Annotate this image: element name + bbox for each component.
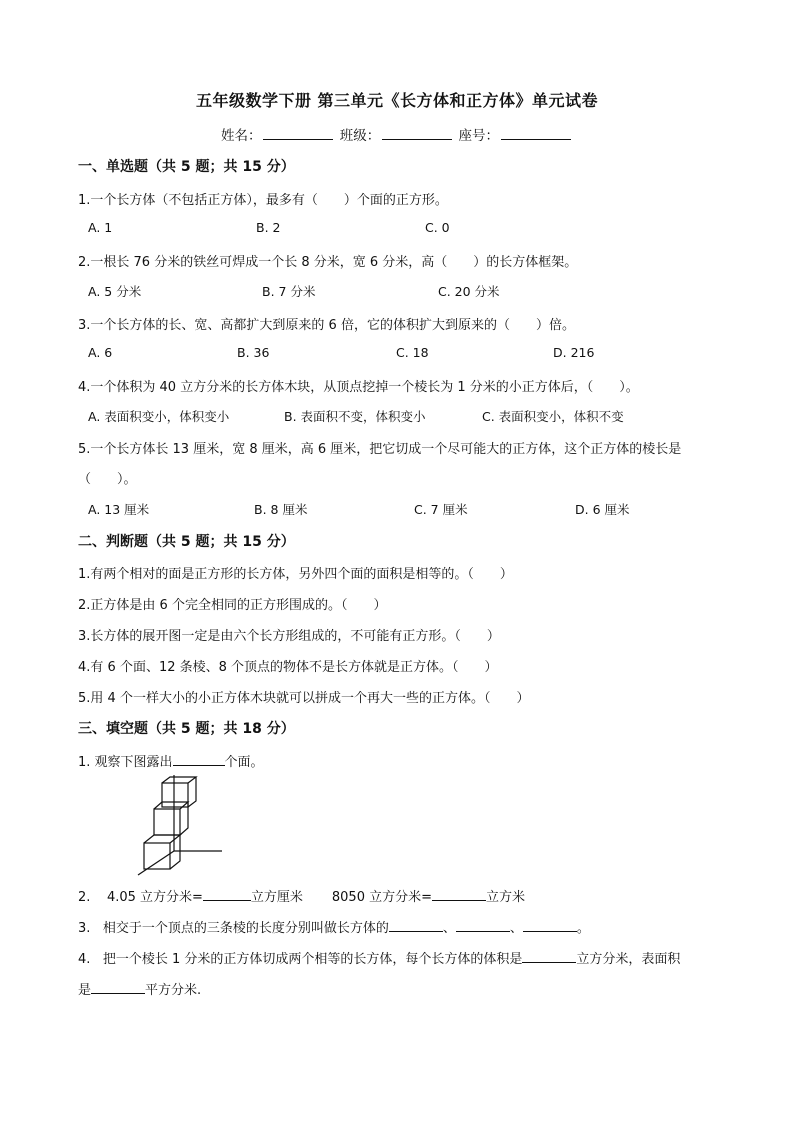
seat-blank[interactable]: [501, 127, 571, 140]
mc-q1-option-b[interactable]: B. 2: [256, 220, 281, 235]
tf-question-2: 2.正方体是由 6 个完全相同的正方形围成的。（ ）: [78, 598, 387, 613]
mc-question-5: 5.一个长方体长 13 厘米，宽 8 厘米，高 6 厘米，把它切成一个尽可能大的正方体，这个正方体的棱长是: [78, 442, 682, 457]
fill-q2-number: 2.: [78, 890, 91, 905]
fill-q4-blank-2[interactable]: [91, 981, 145, 994]
mc-question-4: 4.一个体积为 40 立方分米的长方体木块，从顶点挖掉一个棱长为 1 分米的小正方体后，（ ）。: [78, 380, 639, 395]
mc-question-5-cont: （ ）。: [78, 472, 137, 487]
fill-q1-text: 1. 观察下图露出: [78, 755, 173, 770]
fill-q1-blank[interactable]: [173, 753, 225, 766]
class-blank[interactable]: [382, 127, 452, 140]
cube-stack-figure: [126, 773, 226, 877]
fill-q3-blank-3[interactable]: [523, 919, 577, 932]
mc-q1-option-c[interactable]: C. 0: [425, 220, 450, 235]
fill-q3-sep2: 、: [509, 921, 523, 936]
fill-question-3: [78, 917, 590, 936]
mc-q5-option-b[interactable]: B. 8 厘米: [254, 502, 308, 517]
fill-q3-text: 相交于一个顶点的三条棱的长度分别叫做长方体的: [102, 921, 389, 936]
mc-q2-option-a[interactable]: A. 5 分米: [88, 284, 142, 299]
fill-question-1: [78, 751, 264, 770]
section1-heading: 一、单选题（共 5 题；共 15 分）: [78, 159, 295, 175]
mc-q5-option-a[interactable]: A. 13 厘米: [88, 502, 150, 517]
tf-question-5: 5.用 4 个一样大小的小正方体木块就可以拼成一个再大一些的正方体。（ ）: [78, 691, 530, 706]
fill-q4-line2-text: 是: [78, 983, 92, 998]
mc-q5-option-d[interactable]: D. 6 厘米: [575, 502, 630, 517]
fill-q2-b-blank[interactable]: [432, 888, 486, 901]
section2-heading: 二、判断题（共 5 题；共 15 分）: [78, 534, 295, 550]
fill-q4-mid: 立方分米，表面积: [576, 952, 681, 967]
fill-q2-b-text: 8050 立方分米=: [331, 890, 432, 905]
mc-q3-option-b[interactable]: B. 36: [237, 345, 270, 360]
mc-question-1: 1.一个长方体（不包括正方体），最多有（ ）个面的正方形。: [78, 193, 448, 208]
fill-question-4: [78, 948, 680, 967]
class-label: 班级：: [339, 128, 381, 144]
fill-q4-text: 把一个棱长 1 分米的正方体切成两个相等的长方体，每个长方体的体积是: [102, 952, 523, 967]
fill-q3-sep1: 、: [442, 921, 456, 936]
mc-q5-option-c[interactable]: C. 7 厘米: [414, 502, 468, 517]
page-title: 五年级数学下册 第三单元《长方体和正方体》单元试卷: [195, 91, 599, 110]
mc-q3-option-a[interactable]: A. 6: [88, 345, 113, 360]
section3-heading: 三、填空题（共 5 题；共 18 分）: [78, 721, 295, 737]
seat-label: 座号：: [458, 128, 500, 144]
fill-q4-line2-suffix: 平方分米.: [145, 983, 202, 998]
fill-q1-suffix: 个面。: [224, 755, 264, 770]
tf-question-4: 4.有 6 个面、12 条棱、8 个顶点的物体不是长方体就是正方体。（ ）: [78, 660, 498, 675]
name-label: 姓名：: [220, 128, 262, 144]
mc-q4-option-c[interactable]: C. 表面积变小，体积不变: [482, 409, 624, 424]
fill-q4-blank-1[interactable]: [522, 950, 576, 963]
mc-question-3: 3.一个长方体的长、宽、高都扩大到原来的 6 倍，它的体积扩大到原来的（ ）倍。: [78, 318, 575, 333]
tf-question-3: 3.长方体的展开图一定是由六个长方形组成的，不可能有正方形。（ ）: [78, 629, 500, 644]
mc-question-2: 2.一根长 76 分米的铁丝可焊成一个长 8 分米，宽 6 分米，高（ ）的长方体框架。: [78, 255, 578, 270]
tf-question-1: 1.有两个相对的面是正方形的长方体，另外四个面的面积是相等的。（ ）: [78, 567, 513, 582]
fill-q3-suffix: 。: [576, 921, 590, 936]
fill-q2-a-text: 4.05 立方分米=: [106, 890, 203, 905]
fill-question-2: [78, 886, 525, 905]
name-blank[interactable]: [263, 127, 333, 140]
fill-q2-a-unit: 立方厘米: [250, 890, 303, 905]
mc-q4-option-a[interactable]: A. 表面积变小，体积变小: [88, 409, 230, 424]
fill-question-4-cont: [78, 979, 201, 998]
fill-q4-number: 4.: [78, 952, 91, 967]
fill-q3-blank-2[interactable]: [456, 919, 510, 932]
mc-q1-option-a[interactable]: A. 1: [88, 220, 113, 235]
fill-q3-number: 3.: [78, 921, 91, 936]
mc-q4-option-b[interactable]: B. 表面积不变，体积变小: [284, 409, 426, 424]
mc-q3-option-c[interactable]: C. 18: [396, 345, 429, 360]
mc-q2-option-b[interactable]: B. 7 分米: [262, 284, 316, 299]
fill-q2-a-blank[interactable]: [203, 888, 251, 901]
mc-q2-option-c[interactable]: C. 20 分米: [438, 284, 500, 299]
fill-q2-b-unit: 立方米: [485, 890, 525, 905]
student-info-line: [0, 124, 794, 144]
mc-q3-option-d[interactable]: D. 216: [553, 345, 595, 360]
fill-q3-blank-1[interactable]: [389, 919, 443, 932]
